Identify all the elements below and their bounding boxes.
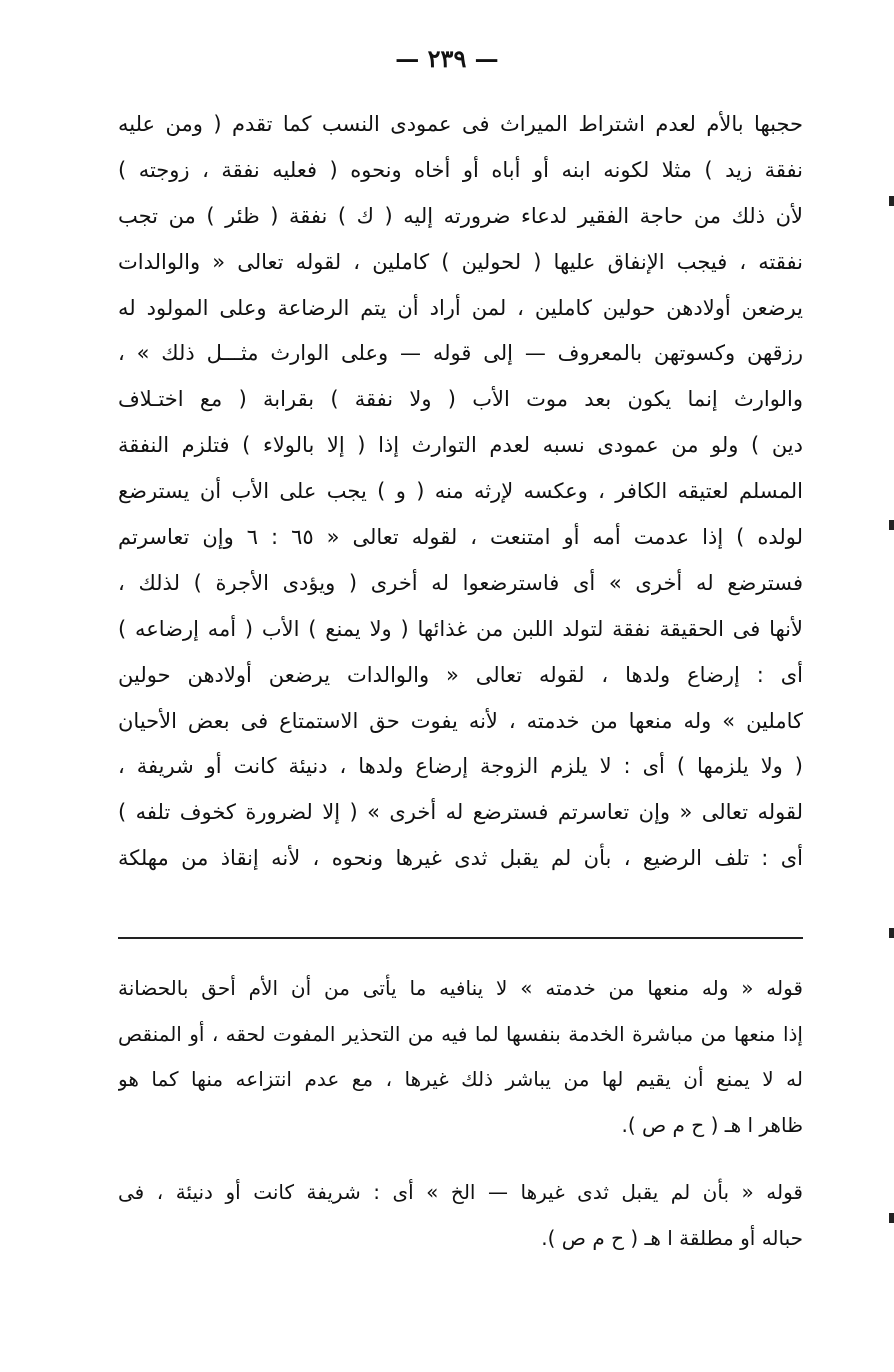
footnote-line: حباله أو مطلقة ا هـ ( ح م ص ). bbox=[541, 1225, 803, 1250]
main-text-line: أى : تلف الرضيع ، بأن لم يقبل ثدى غيرها ونحوه ، لأنه إنقاذ من مهلكة bbox=[118, 846, 803, 871]
main-text-line: لقوله تعالى « وإن تعاسرتم فسترضع له أخرى » ( إلا لضرورة كخوف تلفه ) bbox=[118, 800, 803, 825]
main-text-line: فسترضع له أخرى » أى فاسترضعوا له أخرى ( ويؤدى الأجرة ) لذلك ، bbox=[118, 570, 803, 595]
main-text-line: المسلم لعتيقه الكافر ، وعكسه لإرثه منه ( و ) يجب على الأب أن يسترضع bbox=[118, 479, 803, 504]
main-text-line: يرضعن أولادهن حولين كاملين ، لمن أراد أن يتم الرضاعة وعلى المولود له bbox=[118, 295, 803, 320]
footnote-1 bbox=[118, 966, 803, 1148]
main-text-line: لولده ) إذا عدمت أمه أو امتنعت ، لقوله تعالى « ٦٥ : ٦ وإن تعاسرتم bbox=[118, 525, 803, 550]
main-text-line: حجبها بالأم لعدم اشتراط الميراث فى عمودى النسب كما تقدم ( ومن عليه bbox=[118, 112, 803, 136]
footnote-2 bbox=[118, 1170, 803, 1261]
page-number: — ٢٣٩ — bbox=[395, 44, 499, 73]
main-text-line: لأن ذلك من حاجة الفقير لدعاء ضرورته إليه ( ك ) نفقة ( ظئر ) من تجب bbox=[118, 203, 803, 228]
main-text-line: رزقهن وكسوتهن بالمعروف — إلى قوله — وعلى الوارث مثـــل ذلك » ، bbox=[118, 341, 803, 366]
scan-edge-mark bbox=[889, 196, 894, 206]
main-text-line: أى : إرضاع ولدها ، لقوله تعالى « والوالدات يرضعن أولادهن حولين bbox=[118, 662, 803, 687]
scan-edge-mark bbox=[889, 1213, 894, 1223]
footnote-line: إذا منعها من مباشرة الخدمة بنفسها لما فيه من التحذير المفوت لحقه ، أو المنقص bbox=[118, 1021, 803, 1046]
footnote-line: قوله « بأن لم يقبل ثدى غيرها — الخ » أى : شريفة كانت أو دنيئة ، فى bbox=[118, 1180, 803, 1204]
footnote-line: قوله « وله منعها من خدمته » لا ينافيه ما يأتى من أن الأم أحق بالحضانة bbox=[118, 976, 803, 1000]
scan-edge-mark bbox=[889, 520, 894, 530]
main-text-line: لأنها فى الحقيقة نفقة لتولد اللبن من غذائها ( ولا يمنع ) الأب ( أمه إرضاعه ) bbox=[118, 616, 803, 641]
scan-edge-mark bbox=[889, 928, 894, 938]
main-text-line: نفقة زيد ) مثلا لكونه ابنه أو أباه أو أخاه ونحوه ( فعليه نفقة ، زوجته ) bbox=[118, 157, 803, 182]
main-text-block bbox=[118, 102, 803, 882]
footnote-line: له لا يمنع أن يقيم لها من يباشر ذلك غيرها ، مع عدم انتزاعه منها كما هو bbox=[118, 1067, 803, 1091]
main-text-line: كاملين » وله منعها من خدمته ، لأنه يفوت حق الاستمتاع فى بعض الأحيان bbox=[118, 708, 803, 733]
main-text-line: والوارث إنما يكون بعد موت الأب ( ولا نفقة ) بقرابة ( مع اختـلاف bbox=[118, 387, 803, 412]
footnote-line: ظاهر ا هـ ( ح م ص ). bbox=[621, 1112, 803, 1137]
footnote-divider bbox=[118, 937, 803, 939]
main-text-line: ( ولا يلزمها ) أى : لا يلزم الزوجة إرضاع ولدها ، دنيئة كانت أو شريفة ، bbox=[118, 754, 803, 779]
main-text-line: دين ) ولو من عمودى نسبه لعدم التوارث إذا ( إلا بالولاء ) فتلزم النفقة bbox=[118, 433, 803, 458]
main-text-line: نفقته ، فيجب الإنفاق عليها ( لحولين ) كاملين ، لقوله تعالى « والوالدات bbox=[118, 249, 803, 274]
